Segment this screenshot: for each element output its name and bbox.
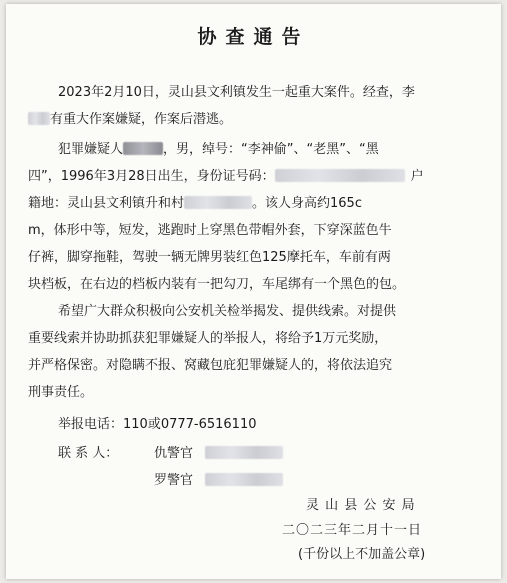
notice-paper [6, 4, 501, 579]
redacted-suspect-name [123, 142, 163, 155]
hukou-label-start: 户 [410, 169, 424, 184]
paragraph1-line2 [28, 111, 232, 128]
paragraph3-line4: 刑事责任。 [28, 385, 94, 400]
paragraph1-line2-text: 有重大作案嫌疑，作案后潜逃。 [50, 112, 233, 127]
paragraph3-line2: 重要线索并协助抓获犯罪嫌疑人的举报人，将给予1万元奖励， [28, 331, 388, 346]
contacts-label: 联 系 人： [58, 446, 119, 461]
height-description: 。该人身高约165c [252, 196, 362, 211]
birth-and-id-label: 四”，1996年3月28日出生，身份证号码： [28, 169, 275, 184]
contact-qiu-name: 仇警官 [154, 446, 194, 461]
paragraph2-line4: m，体形中等，短发，逃跑时上穿黑色带帽外套，下穿深蓝色牛 [28, 223, 392, 238]
registered-address: 籍地：灵山县文利镇升和村 [28, 196, 185, 211]
redacted-address [184, 196, 252, 209]
report-phone: 举报电话：110或0777-6516110 [58, 417, 257, 432]
suspect-nicknames: ，男，绰号：“李神偷”、“老黑”、“黑 [163, 142, 379, 157]
notice-title: 协查通告 [197, 26, 310, 48]
redacted-id-number [275, 169, 405, 182]
paragraph2-line3 [28, 195, 362, 212]
paragraph2-line2 [28, 168, 424, 185]
seal-note: (千份以上不加盖公章) [298, 547, 426, 562]
paragraph3-line3: 并严格保密。对隐瞒不报、窝藏包庇犯罪嫌疑人的，将依法追究 [28, 358, 393, 373]
issue-date: 二〇二三年二月十一日 [282, 523, 423, 538]
paragraph2-line5: 仔裤，脚穿拖鞋，驾驶一辆无牌男装红色125摩托车，车前有两 [28, 250, 391, 265]
contact-qiu [154, 445, 283, 462]
paragraph2-line1 [58, 141, 379, 158]
redacted-contact-phone-2 [205, 473, 283, 486]
redacted-name-blur [28, 112, 50, 125]
issuer-name: 灵 山 县 公 安 局 [306, 498, 416, 513]
contact-luo-name: 罗警官 [154, 473, 194, 488]
paragraph1-line1: 2023年2月10日，灵山县文利镇发生一起重大案件。经查，李 [58, 85, 415, 100]
suspect-label: 犯罪嫌疑人 [58, 142, 124, 157]
paragraph3-line1: 希望广大群众积极向公安机关检举揭发、提供线索。对提供 [58, 304, 397, 319]
paragraph2-line6: 块档板，在右边的档板内装有一把勾刀，车尾绑有一个黑色的包。 [28, 277, 406, 292]
contact-luo [154, 472, 283, 489]
redacted-contact-phone-1 [205, 446, 283, 459]
